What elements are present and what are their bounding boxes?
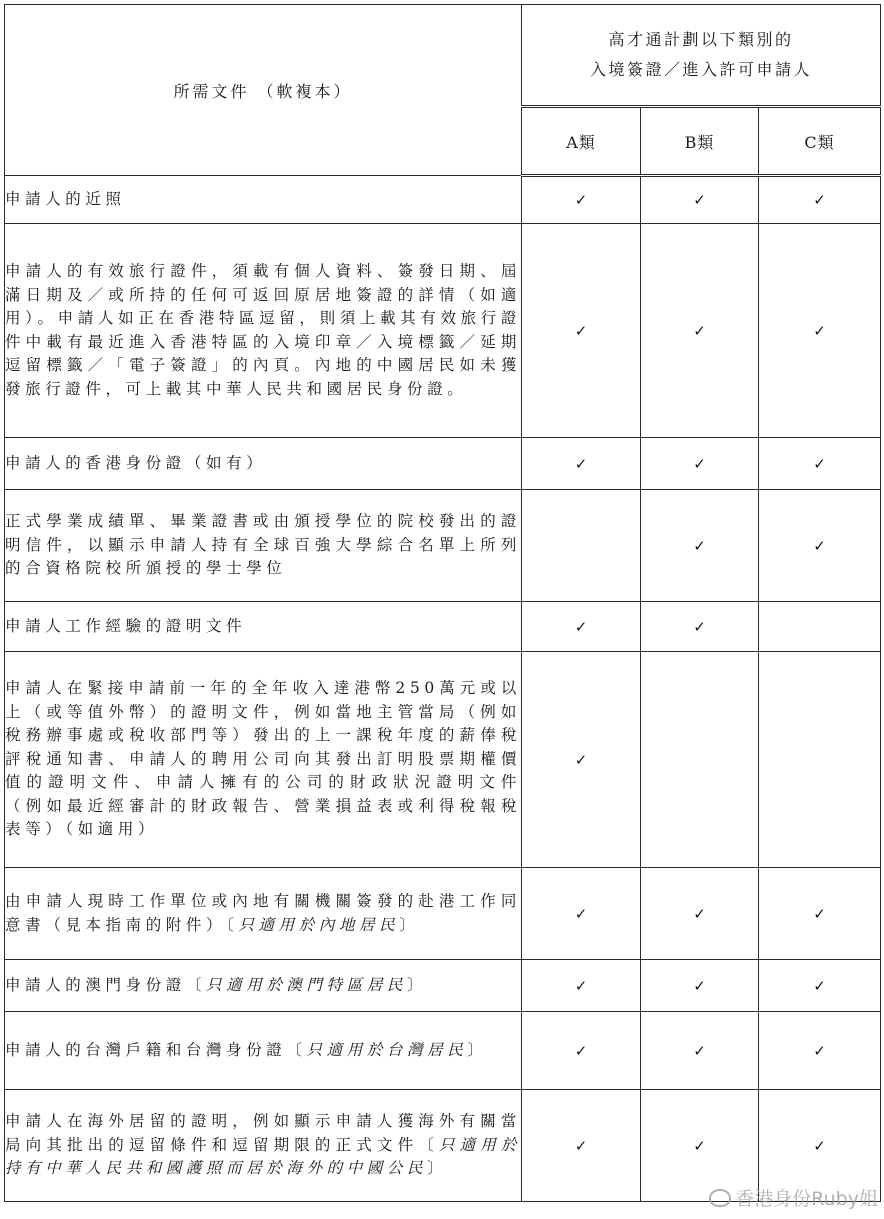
check-mark-b: ✓: [641, 176, 759, 224]
check-mark-b: ✓: [641, 960, 759, 1012]
eligibility-note: 只適用於內地居民: [238, 915, 400, 934]
document-cell: [5, 224, 522, 438]
note-close-bracket: 〕: [407, 975, 428, 994]
table-row: [5, 602, 881, 652]
document-cell: [5, 602, 522, 652]
table-row: [5, 438, 881, 490]
check-mark-a: ✓: [522, 224, 641, 438]
note-close-bracket: 〕: [467, 1040, 488, 1059]
check-mark-b: ✓: [641, 438, 759, 490]
documents-table: [4, 4, 881, 1202]
note-close-bracket: 〕: [427, 1159, 448, 1178]
check-mark-a: ✓: [522, 176, 641, 224]
check-mark-a: ✓: [522, 602, 641, 652]
header-applicant-group: [522, 5, 881, 107]
document-cell: [5, 868, 522, 960]
check-mark-b: ✓: [641, 1012, 759, 1090]
document-cell: [5, 960, 522, 1012]
check-mark-b: ✓: [641, 490, 759, 602]
document-cell: [5, 176, 522, 224]
weibo-logo-icon: [709, 1189, 731, 1207]
check-mark-c: ✓: [759, 438, 881, 490]
eligibility-note: 只適用於台灣居民: [306, 1040, 468, 1059]
eligibility-note: 只適用於澳門特區居民: [206, 975, 408, 994]
check-mark-c: [759, 602, 881, 652]
check-mark-b: [641, 652, 759, 868]
table-row: [5, 176, 881, 224]
table-row: [5, 960, 881, 1012]
check-mark-c: ✓: [759, 1012, 881, 1090]
header-category-b: B類: [641, 107, 759, 176]
table-row: [5, 868, 881, 960]
note-close-bracket: 〕: [399, 915, 420, 934]
document-text: 申請人的澳門身份證〔: [5, 975, 207, 994]
check-mark-c: ✓: [759, 490, 881, 602]
table-row: [5, 1012, 881, 1090]
document-cell: [5, 1090, 522, 1202]
document-cell: [5, 652, 522, 868]
header-group-line1: 高才通計劃以下類別的: [608, 30, 794, 49]
eligibility-note: 只適用於持有中華人民共和國護照而居於海外的中國公民: [5, 1135, 521, 1178]
check-mark-c: ✓: [759, 1090, 881, 1202]
check-mark-a: ✓: [522, 1012, 641, 1090]
check-mark-c: ✓: [759, 176, 881, 224]
document-text: 申請人的香港身份證（如有）: [5, 453, 267, 472]
check-mark-c: ✓: [759, 960, 881, 1012]
table-row: [5, 652, 881, 868]
document-text: 申請人的台灣戶籍和台灣身份證〔: [5, 1040, 307, 1059]
check-mark-b: ✓: [641, 868, 759, 960]
document-cell: [5, 490, 522, 602]
check-mark-c: ✓: [759, 868, 881, 960]
check-mark-b: ✓: [641, 602, 759, 652]
check-mark-a: [522, 490, 641, 602]
document-text: 申請人的有效旅行證件，須載有個人資料、簽發日期、屆滿日期及／或所持的任何可返回原居地簽證的詳情（如適用）。申請人如正在香港特區逗留，則須上載其有效旅行證件中載有最近進入香港特區的入境印章／入境標籤／延期逗留標籤／「電子簽證」的內頁。內地的中國居民如未獲發旅行證件，可上載其中華人民共和國居民身份證。: [5, 262, 521, 398]
check-mark-a: ✓: [522, 868, 641, 960]
document-text: 正式學業成績單、畢業證書或由頒授學位的院校發出的證明信件，以顯示申請人持有全球百強大學綜合名單上所列的合資格院校所頒授的學士學位: [5, 512, 521, 578]
check-mark-c: ✓: [759, 224, 881, 438]
document-text: 申請人在海外居留的證明，例如顯示申請人獲海外有關當局向其批出的逗留條件和逗留期限的正式文件〔: [5, 1112, 521, 1154]
header-category-c: C類: [759, 107, 881, 176]
check-mark-a: ✓: [522, 960, 641, 1012]
table-row: [5, 490, 881, 602]
document-cell: [5, 1012, 522, 1090]
watermark: [709, 1184, 878, 1211]
check-mark-b: ✓: [641, 224, 759, 438]
header-documents: 所需文件 （軟複本）: [5, 5, 522, 176]
check-mark-b: ✓: [641, 1090, 759, 1202]
header-category-a: A類: [522, 107, 641, 176]
table-row: [5, 224, 881, 438]
document-text: 申請人在緊接申請前一年的全年收入達港幣250萬元或以上（或等值外幣）的證明文件，例如當地主管當局（例如稅務辦事處或稅收部門等）發出的上一課稅年度的薪俸稅評稅通知書、申請人的聘用公司向其發出訂明股票期權價值的證明文件、申請人擁有的公司的財政狀況證明文件（例如最近經審計的財政報告、營業損益表或利得稅報稅表等）（如適用）: [5, 679, 521, 839]
check-mark-a: ✓: [522, 652, 641, 868]
check-mark-a: ✓: [522, 1090, 641, 1202]
watermark-text: 香港身份Ruby姐: [735, 1188, 878, 1210]
document-text: 申請人的近照: [5, 189, 126, 208]
check-mark-c: [759, 652, 881, 868]
document-text: 由申請人現時工作單位或內地有關機關簽發的赴港工作同意書（見本指南的附件）〔: [5, 892, 521, 934]
header-group-line2: 入境簽證／進入許可申請人: [590, 60, 813, 79]
check-mark-a: ✓: [522, 438, 641, 490]
document-cell: [5, 438, 522, 490]
document-text: 申請人工作經驗的證明文件: [5, 616, 247, 635]
